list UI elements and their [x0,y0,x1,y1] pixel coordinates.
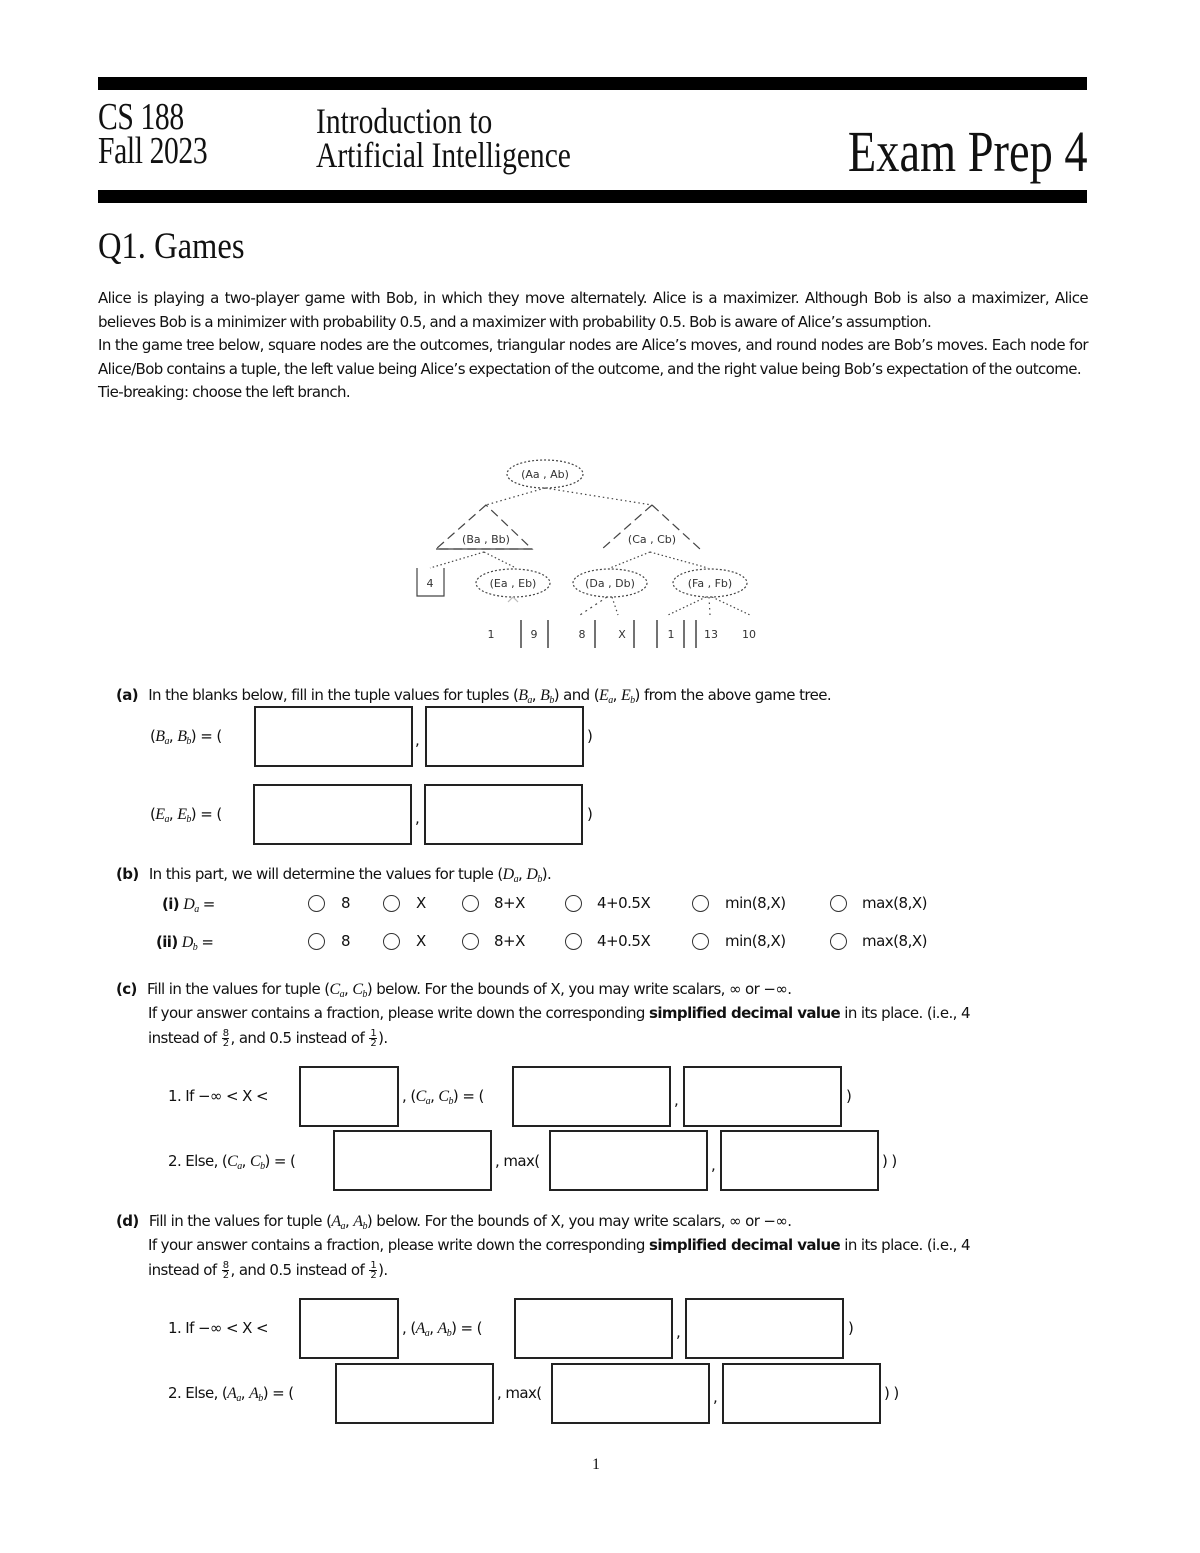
leaf-value: 4 [426,577,434,590]
answer-box-e-a[interactable] [253,784,412,845]
radio-db-8-plus-x[interactable] [462,933,479,950]
part-b-prompt: (b) In this part, we will determine the values for tuple ($D_a$, $D_b$). [116,865,552,885]
comma: , [713,1388,718,1406]
part-b-row-i-label: (i) $D_a$ = [162,895,215,915]
course-term: Fall 2023 [98,130,208,172]
leaf-value: 1 [667,628,675,641]
intro-paragraph: Alice is playing a two-player game with Bob, in which they move alternately. Alice is a maximizer. Although Bob is also a maximizer, Alice believes Bob is a minimizer with probability 0.5, and a maximizer with probability 0.5. Bob is aware of Alice’s assumption. [98,289,1088,331]
comma: , [674,1091,679,1109]
comma: , [415,731,420,749]
answer-box-a1-a[interactable] [514,1298,673,1359]
part-d-fraction-note: If your answer contains a fraction, please write down the corresponding simplified decimal value in its place. (i.e., 4 [148,1236,970,1254]
close-paren: ) ) [884,1384,899,1402]
option-label: 8 [341,932,351,950]
answer-box-a1-b[interactable] [685,1298,844,1359]
comma: , [676,1323,681,1341]
radio-da-8[interactable] [308,895,325,912]
part-d-label: (d) [116,1212,139,1230]
leaf-value: 13 [704,628,718,641]
max-open: , max( [497,1384,542,1402]
answer-box-c2-max-2[interactable] [720,1130,879,1191]
option-label: X [416,894,426,912]
bob-node-d-label: (Da , Db) [585,577,635,590]
root-node-label: (Aa , Ab) [521,468,569,481]
option-label: 8+X [494,932,525,950]
close-paren: ) ) [882,1152,897,1170]
part-b-row-ii-label: (ii) $D_b$ = [156,933,214,953]
bob-node-e-label: (Ea , Eb) [489,577,537,590]
answer-box-c1-b[interactable] [683,1066,842,1127]
question-intro [98,287,1088,405]
radio-db-8[interactable] [308,933,325,950]
answer-box-c-bound[interactable] [299,1066,399,1127]
option-label: X [416,932,426,950]
subject-line-1: Introduction to [316,101,493,141]
option-label: max(8,X) [862,894,927,912]
part-d-case-1-label: 1. If −∞ < X < [168,1319,268,1337]
part-c-prompt: (c) Fill in the values for tuple ($C_a$, $C_b$) below. For the bounds of X, you may write scalars, ∞ or −∞. [116,980,792,1000]
question-title: Q1. Games [98,226,245,267]
answer-box-a2-a[interactable] [335,1363,494,1424]
header-top-rule [98,77,1087,90]
intro-paragraph: Tie-breaking: choose the left branch. [98,383,351,401]
option-label: 8+X [494,894,525,912]
part-a-label: (a) [116,686,139,704]
leaf-value: X [618,628,626,641]
option-label: 4+0.5X [597,894,651,912]
intro-paragraph: In the game tree below, square nodes are the outcomes, triangular nodes are Alice’s moves, and round nodes are Bob’s moves. Each node for Alice/Bob contains a tuple, the left value being Alice’s expectation of the outcome, and the right value being Bob’s expectation of the outcome. [98,336,1088,378]
answer-box-b-b[interactable] [425,706,584,767]
option-label: max(8,X) [862,932,927,950]
alice-node-c-label: (Ca , Cb) [627,533,677,546]
part-c-fraction-note: If your answer contains a fraction, please write down the corresponding simplified decimal value in its place. (i.e., 4 [148,1004,970,1022]
comma: , [711,1156,716,1174]
comma: , [415,809,420,827]
answer-box-a2-max-1[interactable] [551,1363,710,1424]
game-tree-diagram [400,450,780,660]
radio-da-x[interactable] [383,895,400,912]
leaf-value: 1 [487,628,495,641]
answer-box-c2-a[interactable] [333,1130,492,1191]
part-a-prompt: (a) In the blanks below, fill in the tuple values for tuples ($B_a$, $B_b$) and ($E_a$, $E_b$) from the above game tree. [116,686,832,706]
answer-box-e-b[interactable] [424,784,583,845]
tuple-b-label: ($B_a$, $B_b$) = ( [150,727,222,747]
close-paren: ) [848,1319,854,1337]
header-bottom-rule [98,190,1087,203]
part-b-label: (b) [116,865,139,883]
part-c-label: (c) [116,980,137,998]
leaf-value: 8 [578,628,586,641]
course-subject [316,101,571,175]
close-paren: ) [587,727,593,745]
close-paren: ) [587,805,593,823]
document-title: Exam Prep 4 [848,119,1088,184]
leaf-value: 9 [530,628,538,641]
part-c-case-2-label: 2. Else, ($C_a$, $C_b$) = ( [168,1152,296,1172]
radio-db-x[interactable] [383,933,400,950]
radio-da-max[interactable] [830,895,847,912]
answer-box-b-a[interactable] [254,706,413,767]
answer-box-a-bound[interactable] [299,1298,399,1359]
part-d-fraction-note-2: instead of $\frac{8}{2}$ , and 0.5 instead of $\frac{1}{2}$ ). [148,1260,388,1281]
part-c-case-1-label: 1. If −∞ < X < [168,1087,268,1105]
tuple-e-label: ($E_a$, $E_b$) = ( [150,805,222,825]
option-label: min(8,X) [725,932,786,950]
part-c-case-1-tuple: , ($C_a$, $C_b$) = ( [402,1087,484,1107]
subject-line-2: Artificial Intelligence [316,135,571,175]
answer-box-c2-max-1[interactable] [549,1130,708,1191]
radio-db-min[interactable] [692,933,709,950]
option-label: 8 [341,894,351,912]
answer-box-a2-max-2[interactable] [722,1363,881,1424]
alice-node-b-label: (Ba , Bb) [462,533,510,546]
option-label: 4+0.5X [597,932,651,950]
answer-box-c1-a[interactable] [512,1066,671,1127]
radio-da-8-plus-x[interactable] [462,895,479,912]
radio-db-max[interactable] [830,933,847,950]
course-info [98,96,208,172]
radio-da-min[interactable] [692,895,709,912]
radio-db-4-plus-half-x[interactable] [565,933,582,950]
max-open: , max( [495,1152,540,1170]
bob-node-f-label: (Fa , Fb) [687,577,733,590]
close-paren: ) [846,1087,852,1105]
radio-da-4-plus-half-x[interactable] [565,895,582,912]
page-number: 1 [592,1456,600,1473]
part-d-prompt: (d) Fill in the values for tuple ($A_a$, $A_b$) below. For the bounds of X, you may write scalars, ∞ or −∞. [116,1212,792,1232]
part-c-fraction-note-2: instead of $\frac{8}{2}$ , and 0.5 instead of $\frac{1}{2}$ ). [148,1028,388,1049]
option-label: min(8,X) [725,894,786,912]
leaf-value: 10 [742,628,756,641]
part-d-case-1-tuple: , ($A_a$, $A_b$) = ( [402,1319,482,1339]
part-d-case-2-label: 2. Else, ($A_a$, $A_b$) = ( [168,1384,294,1404]
course-code: CS 188 [98,96,184,138]
